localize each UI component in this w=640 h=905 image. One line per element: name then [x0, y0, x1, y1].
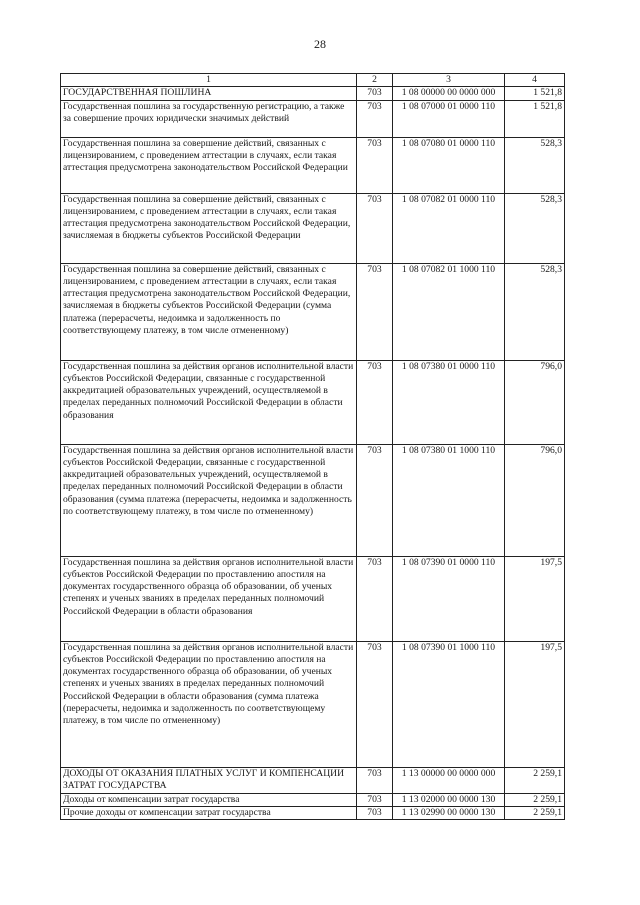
- row-amount-cell: 796,0: [505, 360, 565, 444]
- row-name-cell: Государственная пошлина за действия органов исполнительной власти субъектов Российской Федерации по проставлению апостиля на документах государственного образца об образовании, об ученых степенях и ученых званиях в пределах переданных полномочий Российской Федерации в области образования: [61, 556, 357, 641]
- row-name-cell: Доходы от компенсации затрат государства: [61, 793, 357, 806]
- row-code-cell: 1 08 07390 01 0000 110: [393, 556, 505, 641]
- row-admin-cell: 703: [357, 793, 393, 806]
- row-code-cell: 1 08 07390 01 1000 110: [393, 641, 505, 767]
- table-body: [61, 87, 565, 820]
- row-name-cell: Государственная пошлина за государственную регистрацию, а также за совершение прочих юридически значимых действий: [61, 100, 357, 137]
- row-code-cell: 1 13 00000 00 0000 000: [393, 767, 505, 793]
- row-amount-cell: 2 259,1: [505, 767, 565, 793]
- table-row: [61, 444, 565, 556]
- row-code-cell: 1 08 07082 01 1000 110: [393, 263, 505, 360]
- row-name-cell: ДОХОДЫ ОТ ОКАЗАНИЯ ПЛАТНЫХ УСЛУГ И КОМПЕНСАЦИИ ЗАТРАТ ГОСУДАРСТВА: [61, 767, 357, 793]
- revenue-table: [60, 73, 565, 820]
- table-row: [61, 263, 565, 360]
- row-name-cell: Государственная пошлина за совершение действий, связанных с лицензированием, с проведением аттестации в случаях, если такая аттестация предусмотрена законодательством Российской Федерации: [61, 137, 357, 193]
- row-code-cell: 1 13 02990 00 0000 130: [393, 806, 505, 819]
- table-row: [61, 641, 565, 767]
- row-name-cell: Государственная пошлина за действия органов исполнительной власти субъектов Российской Федерации по проставлению апостиля на документах государственного образца об образовании, об ученых степенях и ученых званиях в пределах переданных полномочий Российской Федерации в области образования (сумма платежа (перерасчеты, недоимка и задолженность по соответствующему платежу, в том числе по отмененному): [61, 641, 357, 767]
- row-admin-cell: 703: [357, 193, 393, 263]
- page-number: 28: [314, 37, 326, 51]
- table-row: [61, 806, 565, 819]
- table-row: [61, 556, 565, 641]
- row-code-cell: 1 08 00000 00 0000 000: [393, 87, 505, 100]
- table-row: [61, 193, 565, 263]
- row-code-cell: 1 08 07082 01 0000 110: [393, 193, 505, 263]
- row-name-cell: Государственная пошлина за совершение действий, связанных с лицензированием, с проведением аттестации в случаях, если такая аттестация предусмотрена законодательством Российской Федерации, зачисляемая в бюджеты субъектов Российской Федерации (сумма платежа (перерасчеты, недоимка и задолженность по соответствующему платежу, в том числе отмененному): [61, 263, 357, 360]
- table-row: [61, 767, 565, 793]
- row-name-cell: Государственная пошлина за действия органов исполнительной власти субъектов Российской Федерации, связанные с государственной аккредитацией образовательных учреждений, осуществляемой в пределах переданных полномочий Российской Федерации в области образования: [61, 360, 357, 444]
- row-name-cell: Прочие доходы от компенсации затрат государства: [61, 806, 357, 819]
- header-row: [61, 74, 565, 87]
- row-amount-cell: 2 259,1: [505, 806, 565, 819]
- row-admin-cell: 703: [357, 87, 393, 100]
- row-name-cell: ГОСУДАРСТВЕННАЯ ПОШЛИНА: [61, 87, 357, 100]
- row-admin-cell: 703: [357, 360, 393, 444]
- row-amount-cell: 1 521,8: [505, 100, 565, 137]
- table-row: [61, 137, 565, 193]
- row-code-cell: 1 08 07380 01 1000 110: [393, 444, 505, 556]
- header-col-3: 3: [393, 74, 505, 87]
- row-amount-cell: 528,3: [505, 137, 565, 193]
- row-admin-cell: 703: [357, 100, 393, 137]
- row-name-cell: Государственная пошлина за совершение действий, связанных с лицензированием, с проведением аттестации в случаях, если такая аттестация предусмотрена законодательством Российской Федерации, зачисляемая в бюджеты субъектов Российской Федерации: [61, 193, 357, 263]
- row-code-cell: 1 13 02000 00 0000 130: [393, 793, 505, 806]
- row-amount-cell: 796,0: [505, 444, 565, 556]
- row-name-cell: Государственная пошлина за действия органов исполнительной власти субъектов Российской Федерации, связанные с государственной аккредитацией образовательных учреждений, осуществляемой в пределах переданных полномочий Российской Федерации в области образования (сумма платежа (перерасчеты, недоимка и задолженность по соответствующему платежу, в том числе по отмененному): [61, 444, 357, 556]
- row-amount-cell: 197,5: [505, 641, 565, 767]
- header-col-4: 4: [505, 74, 565, 87]
- row-amount-cell: 528,3: [505, 263, 565, 360]
- table-row: [61, 87, 565, 100]
- row-amount-cell: 1 521,8: [505, 87, 565, 100]
- table-row: [61, 360, 565, 444]
- row-admin-cell: 703: [357, 137, 393, 193]
- row-amount-cell: 528,3: [505, 193, 565, 263]
- row-admin-cell: 703: [357, 806, 393, 819]
- row-admin-cell: 703: [357, 556, 393, 641]
- row-amount-cell: 2 259,1: [505, 793, 565, 806]
- header-col-2: 2: [357, 74, 393, 87]
- row-admin-cell: 703: [357, 767, 393, 793]
- table-row: [61, 793, 565, 806]
- row-code-cell: 1 08 07000 01 0000 110: [393, 100, 505, 137]
- header-col-1: 1: [61, 74, 357, 87]
- row-admin-cell: 703: [357, 444, 393, 556]
- row-admin-cell: 703: [357, 263, 393, 360]
- row-code-cell: 1 08 07380 01 0000 110: [393, 360, 505, 444]
- row-admin-cell: 703: [357, 641, 393, 767]
- row-code-cell: 1 08 07080 01 0000 110: [393, 137, 505, 193]
- table-row: [61, 100, 565, 137]
- row-amount-cell: 197,5: [505, 556, 565, 641]
